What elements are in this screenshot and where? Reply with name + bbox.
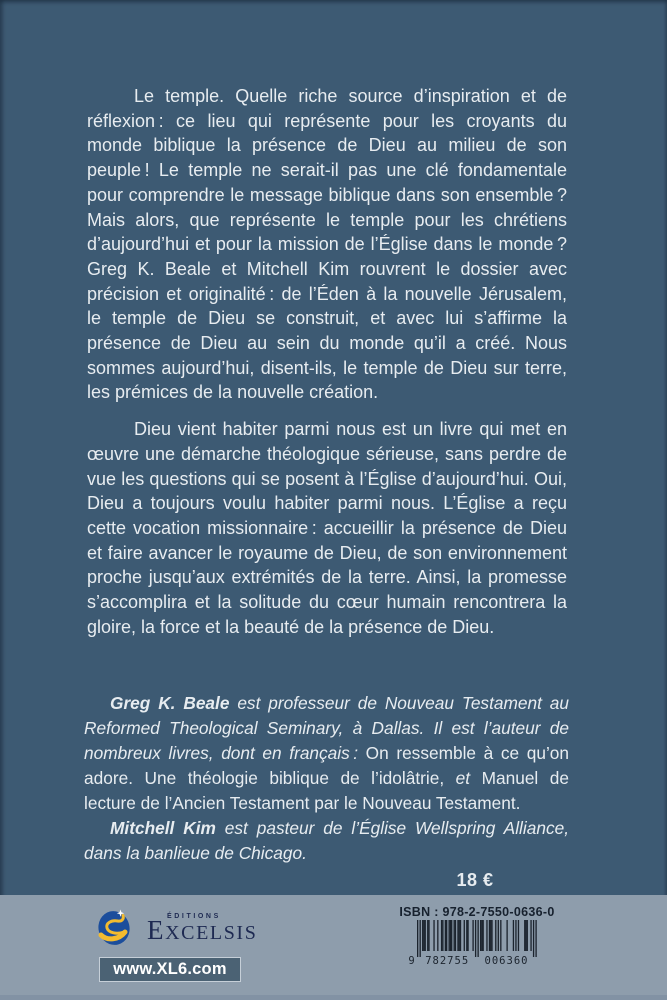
ean-barcode-icon: [409, 920, 545, 970]
bio-text-segment: est professeur de Nouveau Testament au Reformed Theological Seminary, à Dallas. Il est l’auteur de nombreux livres, dont en français :: [84, 693, 569, 763]
bio-text-segment: Greg K. Beale: [110, 693, 230, 713]
synopsis-paragraph-1: Le temple. Quelle riche source d’inspiration et de réflexion : ce lieu qui représente pour les croyants du monde biblique la présence de Dieu au milieu de son peuple ! Le temple ne serait-il pas une clé fondamentale pour comprendre le message biblique dans son ensemble ? Mais alors, que représente le temple pour les chrétiens d’aujourd’hui et pour la mission de l’Église dans le monde ? Greg K. Beale et Mitchell Kim rouvrent le dossier avec précision et originalité : de l’Éden à la nouvelle Jérusalem, le temple de Dieu se construit, et avec lui s’affirme la présence de Dieu au sein du monde qu’il a créé. Nous sommes aujourd’hui, disent-ils, le temple de Dieu sur terre, les prémices de la nouvelle création.: [87, 86, 567, 403]
excelsis-wordmark: EXCELSIS: [147, 915, 258, 945]
bio-text-segment: Mitchell Kim: [110, 818, 216, 838]
synopsis-paragraph-2: Dieu vient habiter parmi nous est un livre qui met en œuvre une démarche théologique sérieuse, sans perdre de vue les questions qui se posent à l’Église d’aujourd’hui. Oui, Dieu a toujours voulu habiter parmi nous. L’Église a reçu cette vocation missionnaire : accueillir la présence de Dieu et faire avancer le royaume de Dieu, de son environnement proche jusqu’aux extrémités de la terre. Ainsi, la promesse s’accomplira et la solitude du cœur humain rencontrera la gloire, la force et la beauté de la présence de Dieu.: [87, 419, 567, 637]
bio-text-segment: On ressemble à ce qu’on adore. Une théologie biblique de l’idolâtrie,: [84, 743, 570, 788]
website-badge: www.XL6.com: [99, 957, 241, 982]
svg-text:9: 9: [409, 955, 416, 967]
excelsis-logo-icon: [95, 906, 135, 948]
bio-text-segment: Manuel de lecture de l’Ancien Testament par le Nouveau Testament.: [84, 768, 569, 813]
bio-text-segment: et: [444, 768, 482, 788]
bio-paragraph-greg-beale: [84, 691, 569, 816]
isbn-label: ISBN : 978-2-7550-0636-0: [399, 905, 555, 919]
barcode-block: [392, 905, 562, 975]
svg-text:782755: 782755: [425, 955, 470, 967]
svg-text:006360: 006360: [484, 955, 529, 967]
bottom-band: [0, 895, 667, 1000]
bio-paragraph-mitchell-kim: [84, 816, 569, 866]
synopsis-block: [87, 84, 567, 651]
author-bio-block: [84, 691, 569, 866]
publisher-logo-block: [95, 904, 265, 994]
price-label: 18 €: [456, 870, 494, 890]
bio-text-segment: est pasteur de l’Église Wellspring Alliance, dans la banlieue de Chicago.: [84, 818, 569, 863]
editions-label: ÉDITIONS: [167, 913, 221, 920]
